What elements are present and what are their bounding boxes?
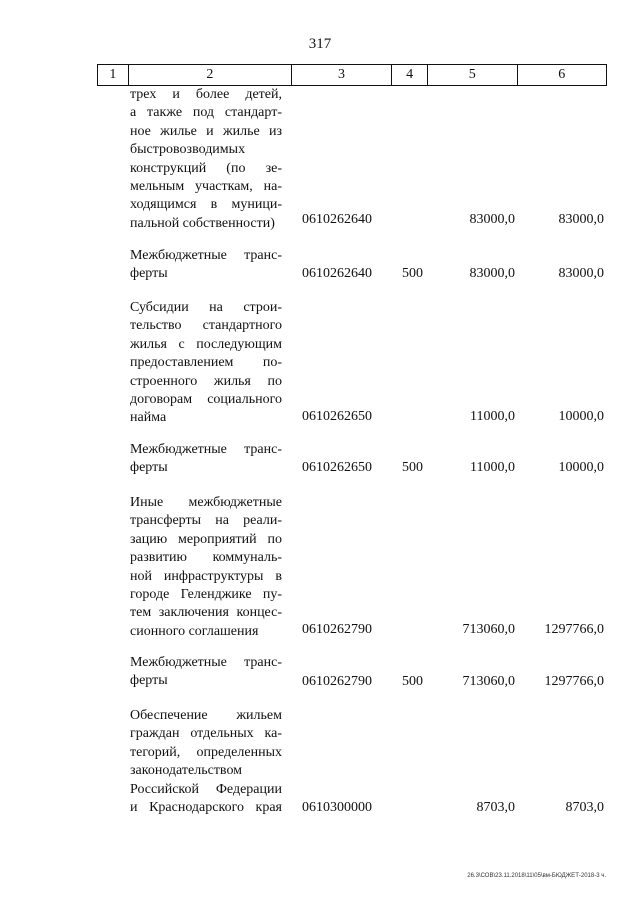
description-line: предоставлением по-	[130, 355, 282, 371]
target-article-code: 0610300000	[302, 800, 372, 815]
amount-year-2: 10000,0	[558, 409, 604, 424]
description-line: конструкций (по зе-	[130, 160, 282, 176]
description-line: тегорий, определенных	[130, 744, 282, 760]
description-line: тем заключения концес-	[130, 605, 282, 621]
target-article-code: 0610262790	[302, 622, 372, 637]
expense-type: 500	[402, 460, 423, 475]
row-description	[130, 494, 282, 641]
description-line: и Краснодарского края	[130, 800, 282, 816]
description-line: городе Геленджике пу-	[130, 587, 282, 603]
row-description	[130, 707, 282, 817]
description-line: ферты	[130, 460, 168, 476]
expense-type: 500	[402, 674, 423, 689]
target-article-code: 0610262650	[302, 409, 372, 424]
row-description	[130, 441, 282, 478]
row-description	[130, 247, 282, 284]
amount-year-1: 83000,0	[469, 266, 515, 281]
target-article-code: 0610262650	[302, 460, 372, 475]
row-description	[130, 654, 282, 691]
description-line: строенного жилья по	[130, 373, 282, 389]
amount-year-2: 8703,0	[565, 800, 604, 815]
description-line: ферты	[130, 673, 168, 689]
amount-year-2: 1297766,0	[544, 622, 604, 637]
amount-year-1: 83000,0	[469, 212, 515, 227]
column-header-2: 2	[128, 65, 291, 86]
description-line: быстровозводимых	[130, 142, 246, 158]
description-line: зацию мероприятий по	[130, 531, 282, 547]
description-line: трех и более детей,	[130, 87, 282, 102]
description-line: тельство стандартного	[130, 318, 282, 334]
description-line: трансферты на реали-	[130, 513, 282, 529]
description-line: Иные межбюджетные	[130, 495, 282, 510]
description-line: ной инфраструктуры в	[130, 568, 282, 584]
column-header-5: 5	[428, 65, 517, 86]
description-line: жилья с последующим	[130, 336, 282, 352]
column-header-6: 6	[517, 65, 607, 86]
amount-year-2: 1297766,0	[544, 674, 604, 689]
description-line: Обеспечение жильем	[130, 708, 282, 723]
amount-year-1: 11000,0	[470, 409, 515, 424]
description-line: граждан отдельных ка-	[130, 726, 282, 742]
amount-year-2: 10000,0	[558, 460, 604, 475]
column-header-1: 1	[98, 65, 129, 86]
description-line: Российской Федерации	[130, 781, 282, 797]
description-line: Межбюджетные транс-	[130, 442, 282, 457]
target-article-code: 0610262790	[302, 674, 372, 689]
description-line: ное жилье и жилье из	[130, 123, 282, 139]
description-line: мельным участкам, на-	[130, 179, 282, 195]
amount-year-1: 713060,0	[462, 622, 515, 637]
amount-year-1: 8703,0	[476, 800, 515, 815]
description-line: пальной собственности)	[130, 215, 275, 231]
document-footer-code: 26.3\СОВ\23.11.2018\11\05\вм-БЮДЖЕТ-2018-3 ч.	[467, 873, 606, 879]
description-line: а также под стандарт-	[130, 105, 282, 121]
description-line: законодательством	[130, 763, 243, 779]
description-line: Межбюджетные транс-	[130, 655, 282, 670]
description-line: договорам социального	[130, 392, 282, 408]
description-line: ферты	[130, 266, 168, 282]
amount-year-2: 83000,0	[558, 266, 604, 281]
row-description	[130, 299, 282, 428]
description-line: сионного соглашения	[130, 623, 259, 639]
column-header-4: 4	[392, 65, 428, 86]
row-description	[130, 86, 282, 233]
column-header-3: 3	[291, 65, 391, 86]
page-number: 317	[308, 36, 332, 52]
expense-type: 500	[402, 266, 423, 281]
target-article-code: 0610262640	[302, 266, 372, 281]
description-line: ходящимся в муници-	[130, 197, 282, 213]
description-line: Субсидии на строи-	[130, 300, 282, 315]
amount-year-2: 83000,0	[558, 212, 604, 227]
description-line: найма	[130, 410, 167, 426]
target-article-code: 0610262640	[302, 212, 372, 227]
description-line: Межбюджетные транс-	[130, 248, 282, 263]
amount-year-1: 11000,0	[470, 460, 515, 475]
amount-year-1: 713060,0	[462, 674, 515, 689]
column-header-row	[97, 64, 607, 86]
description-line: развитию коммуналь-	[130, 550, 282, 566]
